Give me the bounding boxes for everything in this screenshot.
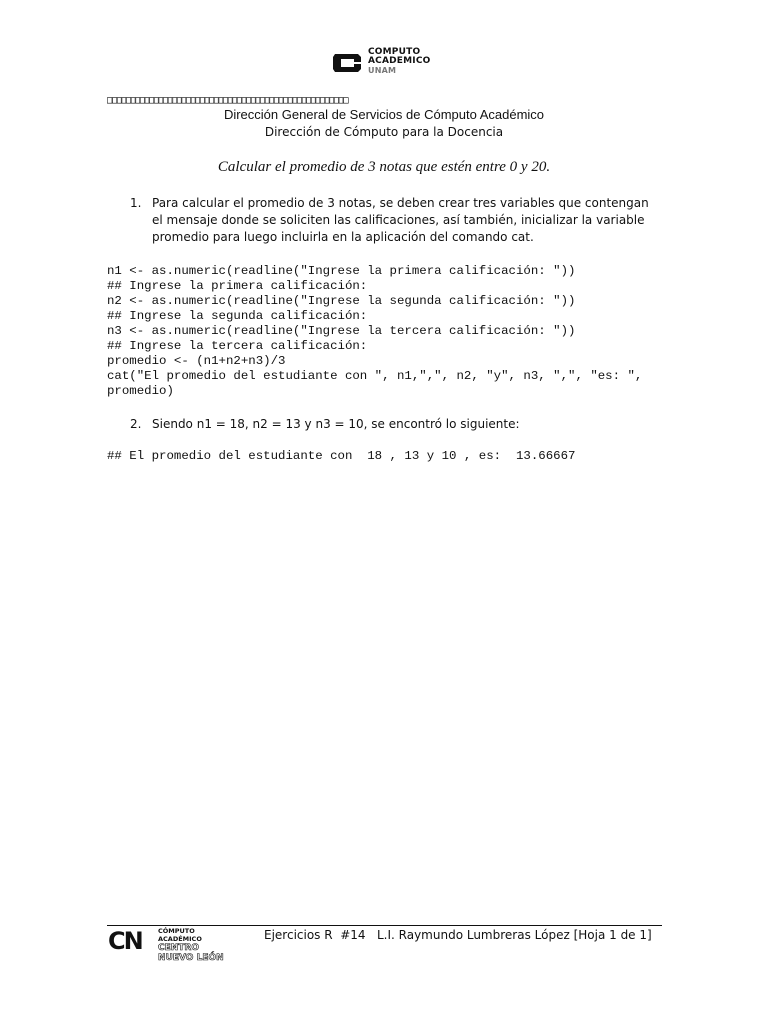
logo-word-nuevo-leon: NUEVO LEÓN (158, 953, 224, 963)
step-number: 2. (130, 417, 142, 431)
footer-text: Ejercicios R #14 L.I. Raymundo Lumbreras López [Hoja 1 de 1] (264, 928, 652, 942)
centro-nuevo-leon-logo (108, 927, 228, 963)
logo-text (158, 927, 228, 963)
logo-word-academico: ACADEMICO (368, 56, 431, 66)
computo-academico-emblem-icon (332, 50, 364, 76)
logo-word-centro: CENTRO (158, 943, 200, 953)
logo-word-computo: COMPUTO (368, 47, 421, 57)
code-block-output: ## El promedio del estudiante con 18 , 13 y 10 , es: 13.66667 (107, 449, 576, 463)
computo-academico-logo (332, 47, 442, 76)
logo-cn-mark: CN (108, 927, 142, 955)
logo-text (368, 48, 431, 75)
footer-divider (107, 925, 662, 926)
code-block-r-script: n1 <- as.numeric(readline("Ingrese la primera calificación: ")) ## Ingrese la primera calificación: n2 <- as.numeric(readline("Ingrese la segunda calificación: ")) ## Ingrese la segunda calificación: n3 <- as.numeric(readline("Ingrese la tercera calificación: ")) ## Ingrese la tercera calificación: promedio <- (n1+n2+n3)/3 cat("El promedio del estudiante con ", n1,",", n2, "y", n3, ",", "es: ", promedio) (107, 264, 643, 398)
step-text: Siendo n1 = 18, n2 = 13 y n3 = 10, se encontró lo siguiente: (152, 417, 520, 431)
step-1 (130, 195, 660, 246)
step-number: 1. (130, 196, 142, 210)
direccion-subheading: Dirección de Cómputo para la Docencia (264, 125, 504, 139)
logo-word-computo-academico: CÓMPUTO ACADÉMICO (158, 927, 202, 943)
step-2 (130, 416, 660, 433)
placeholder-boxes-line: □□□□□□□□□□□□□□□□□□□□□□□□□□□□□□□□□□□□□□□□□□□□□□□□□□□□ (107, 95, 348, 106)
step-text: Para calcular el promedio de 3 notas, se deben crear tres variables que contengan el mensaje donde se soliciten las calificaciones, así también, inicializar la variable promedio para luego incluirla en la aplicación del comando cat. (152, 196, 649, 244)
exercise-title: Calcular el promedio de 3 notas que estén entre 0 y 20. (217, 159, 551, 175)
logo-word-unam: UNAM (368, 66, 397, 75)
dgsca-heading: Dirección General de Servicios de Cómputo Académico (223, 107, 545, 122)
